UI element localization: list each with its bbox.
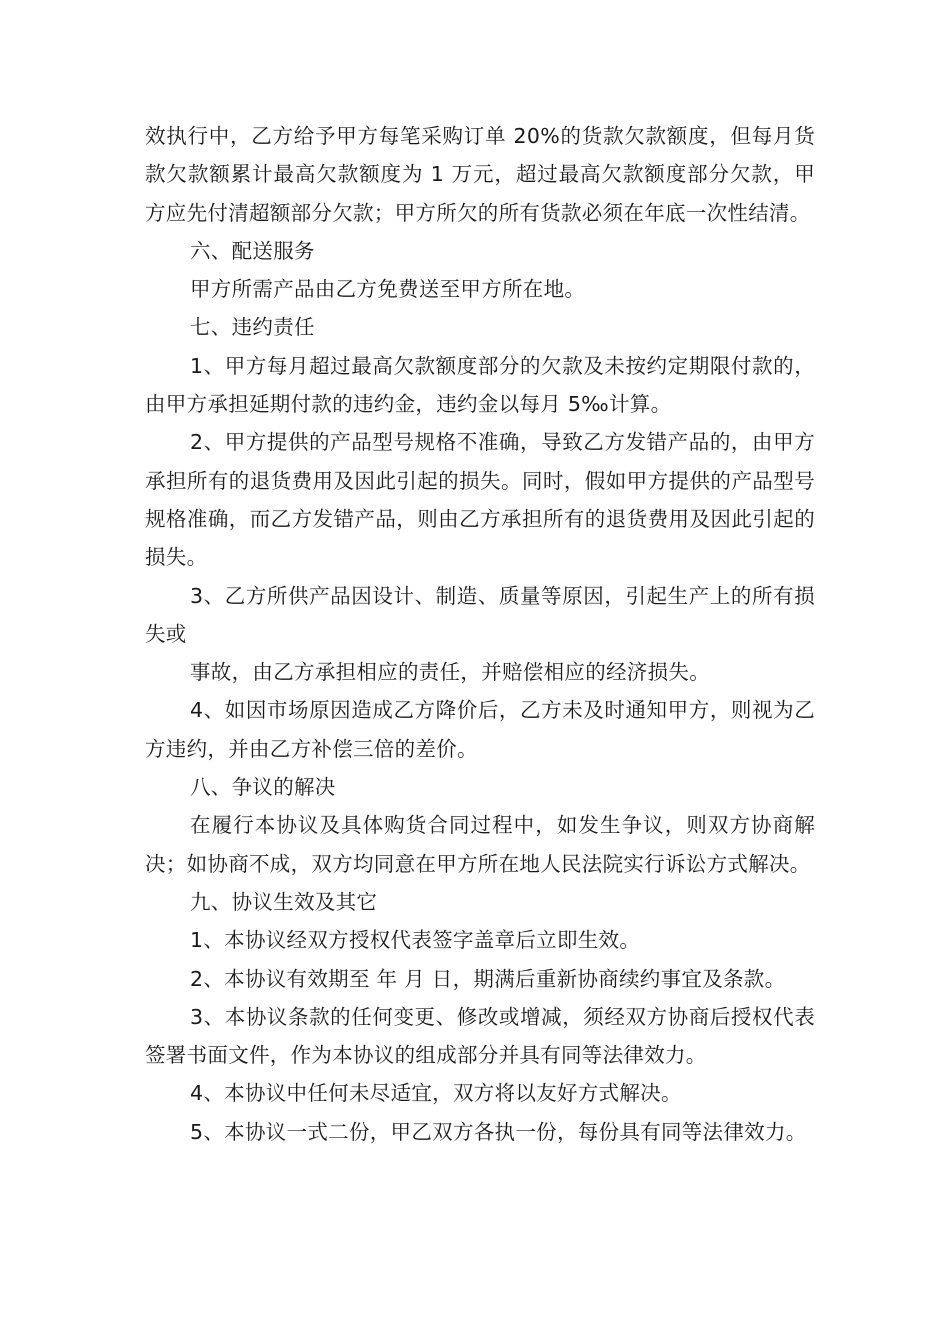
paragraph-liability-4: 4、如因市场原因造成乙方降价后，乙方未及时通知甲方，则视为乙方违约，并由乙方补偿三倍的差价。 <box>145 698 815 761</box>
paragraph-effectiveness-5: 5、本协议一式二份，甲乙双方各执一份，每份具有同等法律效力。 <box>190 1119 807 1144</box>
paragraph-delivery: 甲方所需产品由乙方免费送至甲方所在地。 <box>190 277 586 302</box>
paragraph-payment-terms: 效执行中，乙方给予甲方每笔采购订单 20%的货款欠款额度，但每月货款欠款额累计最高欠款额度为 1 万元，超过最高欠款额度部分欠款，甲方应先付清超额部分欠款；甲方所欠的所有货款必须在年底一次性结清。 <box>145 124 815 225</box>
paragraph-effectiveness-4: 4、本协议中任何未尽适宜，双方将以友好方式解决。 <box>190 1081 682 1106</box>
document-body <box>145 117 815 1151</box>
paragraph-dispute: 在履行本协议及具体购货合同过程中，如发生争议，则双方协商解决；如协商不成，双方均同意在甲方所在地人民法院实行诉讼方式解决。 <box>145 813 815 876</box>
paragraph-liability-3-continued: 事故，由乙方承担相应的责任，并赔偿相应的经济损失。 <box>190 660 710 685</box>
paragraph-liability-2: 2、甲方提供的产品型号规格不准确，导致乙方发错产品的，由甲方承担所有的退货费用及因此引起的损失。同时，假如甲方提供的产品型号规格准确，而乙方发错产品，则由乙方承担所有的退货费用及因此引起的损失。 <box>145 430 815 570</box>
section-heading-delivery: 六、配送服务 <box>190 238 315 263</box>
paragraph-liability-3: 3、乙方所供产品因设计、制造、质量等原因，引起生产上的所有损失或 <box>145 583 815 646</box>
paragraph-effectiveness-2: 2、本协议有效期至 年 月 日，期满后重新协商续约事宜及条款。 <box>190 966 786 991</box>
section-heading-dispute: 八、争议的解决 <box>190 775 336 800</box>
section-heading-liability: 七、违约责任 <box>190 315 315 340</box>
section-heading-effectiveness: 九、协议生效及其它 <box>190 889 378 914</box>
paragraph-effectiveness-3: 3、本协议条款的任何变更、修改或增减，须经双方协商后授权代表签署书面文件，作为本协议的组成部分并具有同等法律效力。 <box>145 1004 815 1068</box>
paragraph-effectiveness-1: 1、本协议经双方授权代表签字盖章后立即生效。 <box>190 928 641 953</box>
paragraph-liability-1: 1、甲方每月超过最高欠款额度部分的欠款及未按约定期限付款的，由甲方承担延期付款的违约金，违约金以每月 5‰计算。 <box>145 353 815 417</box>
